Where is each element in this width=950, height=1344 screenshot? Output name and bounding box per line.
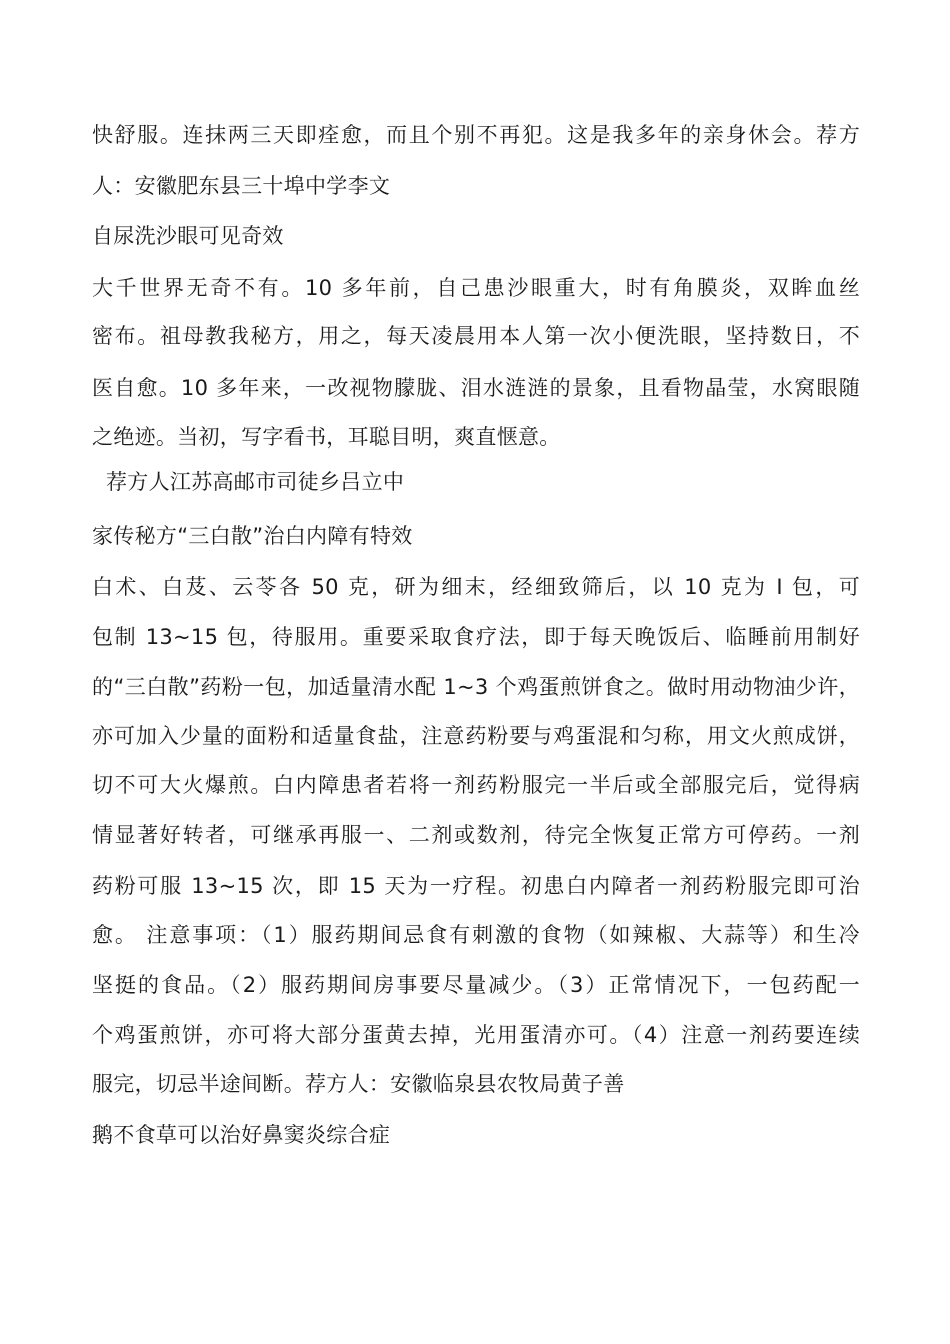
text-line: 服完，切忌半途间断。荐方人：安徽临泉县农牧局黄子善 <box>92 1072 625 1096</box>
section-heading: 鹅不食草可以治好鼻窦炎综合症 <box>92 1123 391 1147</box>
text-line: 密布。祖母教我秘方，用之，每天凌晨用本人第一次小便洗眼，坚持数日，不 <box>92 324 860 348</box>
text-line: 人：安徽肥东县三十埠中学李文 <box>92 174 391 198</box>
text-line: 包制 13~15 包，待服用。重要采取食疗法，即于每天晚饭后、临睡前用制好 <box>92 625 860 649</box>
text-line: 之绝迹。当初，写字看书，耳聪目明，爽直惬意。 <box>92 425 561 449</box>
text-line: 愈。 注意事项：（1）服药期间忌食有刺激的食物（如辣椒、大蒜等）和生冷 <box>92 923 860 947</box>
recommender-line: 荐方人江苏高邮市司徒乡吕立中 <box>106 470 405 494</box>
text-line: 白术、白芨、云苓各 50 克，研为细末，经细致筛后，以 10 克为 I 包，可 <box>92 575 860 599</box>
section-heading: 家传秘方“三白散”治白内障有特效 <box>92 524 413 548</box>
text-line: 切不可大火爆煎。白内障患者若将一剂药粉服完一半后或全部服完后，觉得病 <box>92 773 860 797</box>
text-line: 坚挺的食品。（2）服药期间房事要尽量减少。（3）正常情况下，一包药配一 <box>92 973 860 997</box>
section-heading: 自尿洗沙眼可见奇效 <box>92 224 284 248</box>
text-line: 个鸡蛋煎饼，亦可将大部分蛋黄去掉，光用蛋清亦可。（4）注意一剂药要连续 <box>92 1023 860 1047</box>
text-line: 快舒服。连抹两三天即痊愈，而且个别不再犯。这是我多年的亲身休会。荐方 <box>92 123 860 147</box>
text-line: 药粉可服 13~15 次，即 15 天为一疗程。初患白内障者一剂药粉服完即可治 <box>92 874 860 898</box>
text-line: 亦可加入少量的面粉和适量食盐，注意药粉要与鸡蛋混和匀称，用文火煎成饼， <box>92 724 860 748</box>
text-line: 情显著好转者，可继承再服一、二剂或数剂，待完全恢复正常方可停药。一剂 <box>92 823 860 847</box>
text-line: 医自愈。10 多年来，一改视物朦胧、泪水涟涟的景象，且看物晶莹，水窝眼随 <box>92 376 860 400</box>
text-line: 大千世界无奇不有。10 多年前，自己患沙眼重大，时有角膜炎，双眸血丝 <box>92 276 860 300</box>
text-line: 的“三白散”药粉一包，加适量清水配 1~3 个鸡蛋煎饼食之。做时用动物油少许， <box>92 675 860 699</box>
